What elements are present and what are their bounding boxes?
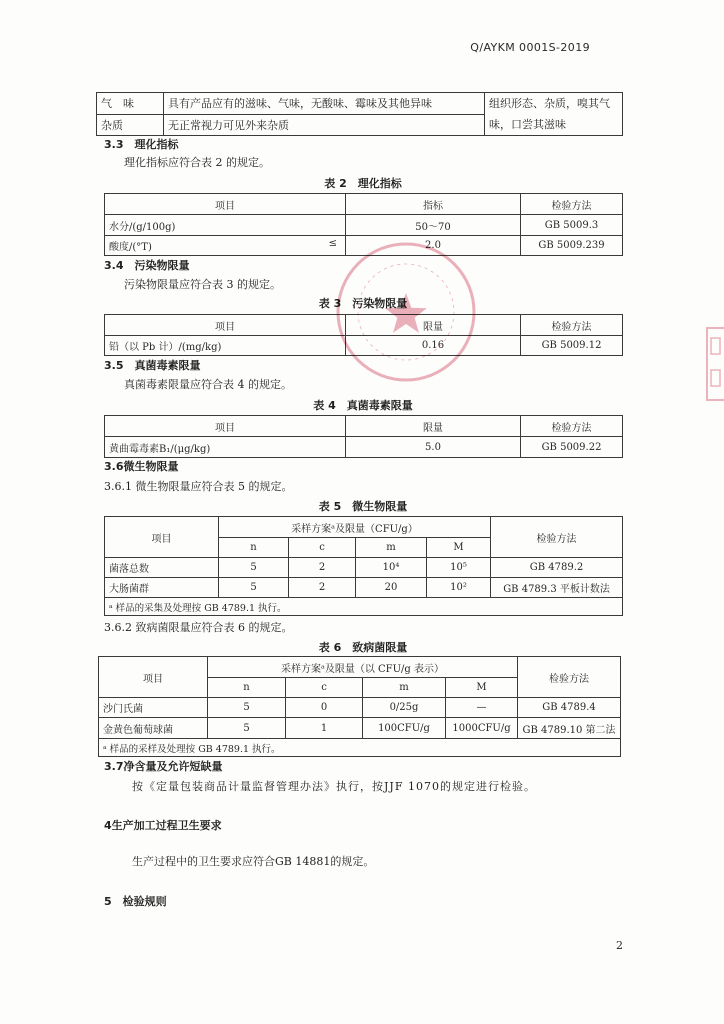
table-caption-6: 表 6 致病菌限量 [318,641,408,654]
c-cell: 2 [289,558,356,578]
value-cell: 2.0 [346,236,521,256]
column-subheader: c [286,678,363,698]
column-header: 项目 [99,657,208,698]
section-heading-4: 4生产加工过程卫生要求 [104,819,222,832]
column-header: 检验方法 [491,517,623,558]
table-caption-4: 表 4 真菌毒素限量 [313,399,413,412]
sensory-requirements-table [96,92,623,136]
table-header-row [105,416,623,437]
section-heading-5: 5 检验规则 [104,895,167,908]
column-header: 指标 [346,194,521,215]
c-cell: 0 [286,698,363,718]
section-text-3-5: 真菌毒素限量应符合表 4 的规定。 [124,378,292,391]
method-cell: GB 5009.239 [521,236,623,256]
physicochemical-table [104,193,623,256]
section-heading-3-6: 3.6微生物限量 [104,460,179,473]
table-caption-2: 表 2 理化指标 [324,177,402,190]
value-cell: 5.0 [346,437,521,458]
sensory-method-line: 味，口尝其滋味 [489,118,566,131]
sensory-requirement-cell: 具有产品应有的滋味、气味，无酸味、霉味及其他异味 [164,93,485,115]
table-footnote: ᵃ 样品的采样及处理按 GB 4789.1 执行。 [99,739,621,757]
table-footnote-row [99,739,621,757]
c-cell: 1 [286,718,363,739]
column-header: 项目 [105,194,346,215]
n-cell: 5 [208,698,286,718]
column-header: 项目 [105,315,346,336]
table-footnote: ᵃ 样品的采集及处理按 GB 4789.1 执行。 [105,598,623,616]
table-header-row [105,315,623,336]
item-cell: 沙门氏菌 [99,698,208,718]
table-row [97,93,623,115]
table-row [105,215,623,236]
table-row [105,236,623,256]
column-header: 项目 [105,416,346,437]
table-caption-3: 表 3 污染物限量 [318,297,408,310]
value-cell: 50～70 [346,215,521,236]
table-row [105,336,623,356]
column-header: 限量 [346,416,521,437]
item-label: 酸度/(°T) [109,242,152,253]
item-cell: 铅（以 Pb 计）/(mg/kg) [105,336,346,356]
sensory-item-cell: 杂质 [97,114,164,136]
m-cell: 100CFU/g [363,718,446,739]
pathogen-limit-table [98,656,621,757]
edge-stamp-icon [704,326,724,404]
section-text-3-7: 按《定量包装商品计量监督管理办法》执行，按JJF 1070的规定进行检验。 [132,780,536,793]
method-cell: GB 4789.2 [491,558,623,578]
document-code: Q/AYKM 0001S-2019 [470,41,590,54]
item-cell: 菌落总数 [105,558,219,578]
section-heading-3-7: 3.7净含量及允许短缺量 [104,760,223,773]
column-header: 限量 [346,315,521,336]
value-cell: 0.16 [346,336,521,356]
sensory-method-line: 组织形态、杂质，嗅其气 [489,97,610,110]
limit-sign: ≤ [328,238,337,249]
item-cell: 黄曲霉毒素B₁/(μg/kg) [105,437,346,458]
m-cell: 0/25g [363,698,446,718]
table-row [105,558,623,578]
M-cell: 10² [427,578,491,598]
column-header: 检验方法 [521,194,623,215]
n-cell: 5 [219,558,289,578]
table-header-row [105,194,623,215]
section-heading-3-5: 3.5 真菌毒素限量 [104,359,201,372]
M-cell: — [446,698,518,718]
sensory-requirement-cell: 无正常视力可见外来杂质 [164,114,485,136]
M-cell: 1000CFU/g [446,718,518,739]
mycotoxin-table [104,415,623,458]
column-header: 检验方法 [521,416,623,437]
section-text-3-6-2: 3.6.2 致病菌限量应符合表 6 的规定。 [104,621,293,634]
method-cell: GB 4789.3 平板计数法 [491,578,623,598]
column-subheader: n [219,538,289,558]
table-header-row [105,517,623,538]
method-cell: GB 4789.4 [518,698,621,718]
table-row [105,437,623,458]
contaminant-table [104,314,623,356]
sensory-item-cell: 气 味 [97,93,164,115]
page-number: 2 [616,939,623,952]
table-row [99,698,621,718]
section-text-3-3: 理化指标应符合表 2 的规定。 [124,156,270,169]
section-text-3-4: 污染物限量应符合表 3 的规定。 [124,278,281,291]
column-header: 项目 [105,517,219,558]
column-subheader: m [363,678,446,698]
M-cell: 10⁵ [427,558,491,578]
item-cell: 大肠菌群 [105,578,219,598]
microbial-limit-table [104,516,623,616]
m-cell: 10⁴ [356,558,427,578]
column-header: 采样方案ᵃ及限量（以 CFU/g 表示） [208,657,518,678]
column-header: 检验方法 [521,315,623,336]
table-header-row [99,657,621,678]
column-header: 采样方案ᵃ及限量（CFU/g） [219,517,491,538]
section-text-4: 生产过程中的卫生要求应符合GB 14881的规定。 [132,855,375,868]
n-cell: 5 [208,718,286,739]
column-subheader: c [289,538,356,558]
column-subheader: M [446,678,518,698]
section-heading-3-4: 3.4 污染物限量 [104,259,190,272]
table-row [105,578,623,598]
m-cell: 20 [356,578,427,598]
column-subheader: n [208,678,286,698]
n-cell: 5 [219,578,289,598]
column-subheader: m [356,538,427,558]
item-cell: 水分/(g/100g) [105,215,346,236]
method-cell: GB 5009.3 [521,215,623,236]
method-cell: GB 5009.22 [521,437,623,458]
table-footnote-row [105,598,623,616]
company-seal-icon [328,237,481,387]
column-subheader: M [427,538,491,558]
table-row [99,718,621,739]
table-caption-5: 表 5 微生物限量 [318,500,408,513]
method-cell: GB 5009.12 [521,336,623,356]
item-cell: 金黄色葡萄球菌 [99,718,208,739]
section-heading-3-3: 3.3 理化指标 [104,138,179,151]
column-header: 检验方法 [518,657,621,698]
item-cell [105,236,346,256]
sensory-method-cell [485,93,623,136]
c-cell: 2 [289,578,356,598]
method-cell: GB 4789.10 第二法 [518,718,621,739]
section-text-3-6-1: 3.6.1 微生物限量应符合表 5 的规定。 [104,480,293,493]
